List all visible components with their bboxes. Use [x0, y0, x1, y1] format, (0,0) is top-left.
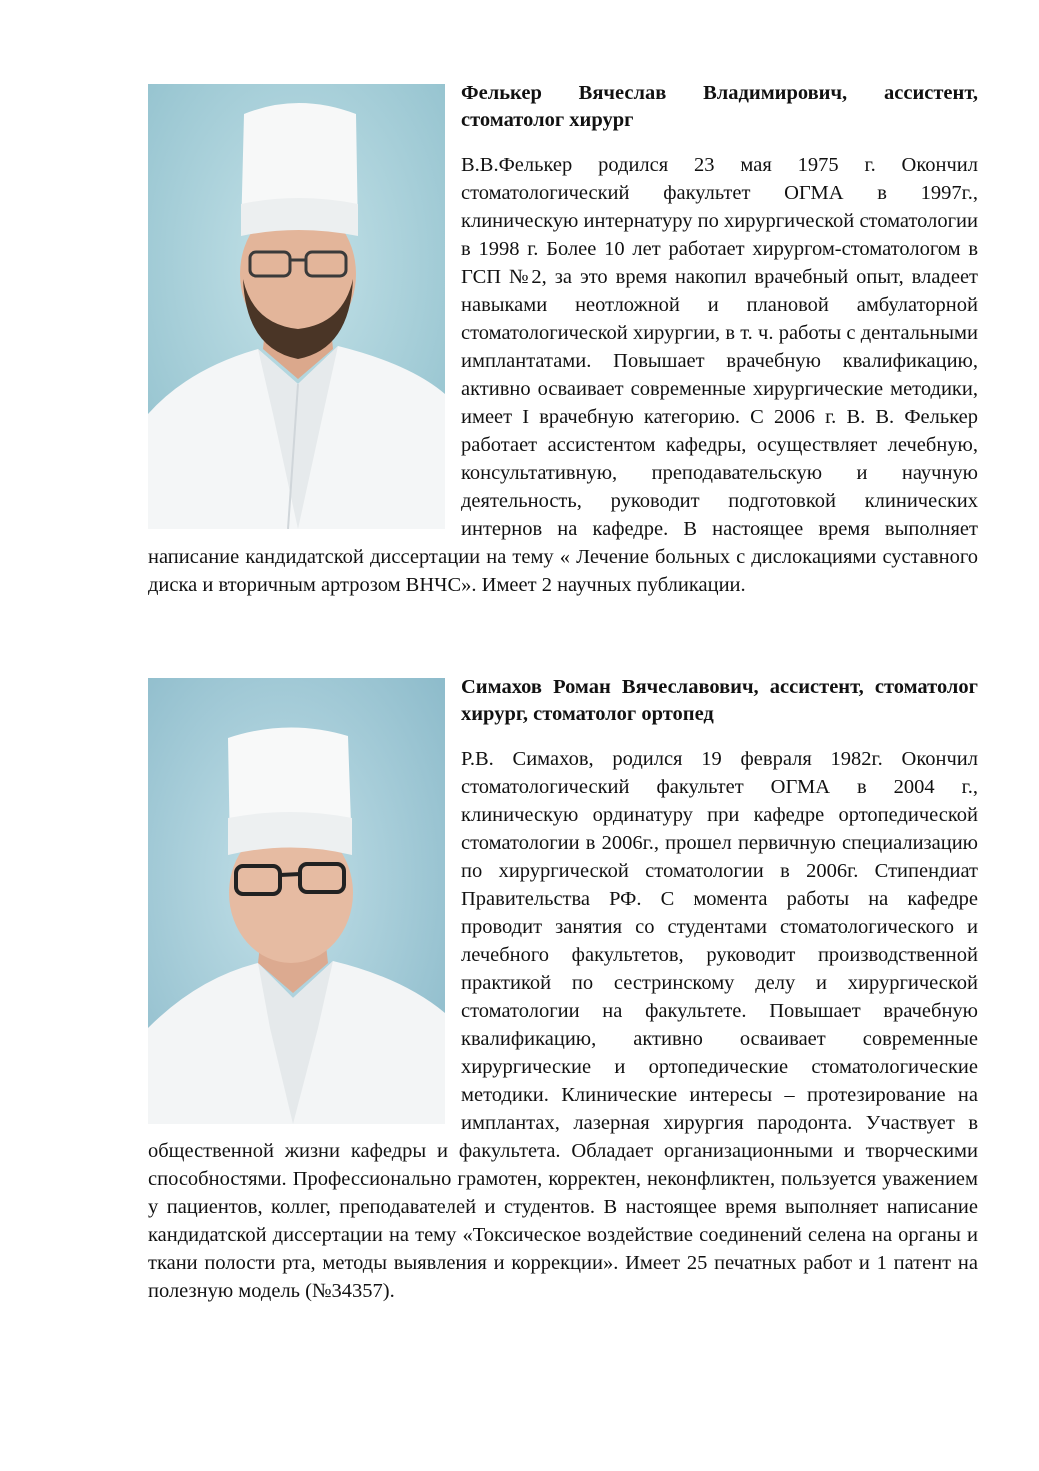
profile-simakhov	[148, 674, 978, 1305]
photo-felker	[148, 84, 445, 529]
profile-bio: В.В.Фелькер родился 23 мая 1975 г. Окончил стоматологический факультет ОГМА в 1997г., клиническую интернатуру по хирургической стоматологии в 1998 г. Более 10 лет работает хирургом-стоматологом в ГСП №2, за это время накопил врачебный опыт, владеет навыками неотложной и плановой амбулаторной стоматологической хирургии, в т. ч. работы с дентальными имплантатами. Повышает врачебную квалификацию, активно осваивает современные хирургические методики, имеет I врачебную категорию. С 2006 г. В. В. Фелькер работает ассистентом кафедры, осуществляет лечебную, консультативную, преподавательскую и научную деятельность, руководит подготовкой клинических интернов на кафедре. В настоящее время выполняет написание кандидатской диссертации на тему « Лечение больных с дислокациями суставного диска и вторичным артрозом ВНЧС». Имеет 2 научных публикации.	[148, 154, 978, 596]
photo-simakhov	[148, 678, 445, 1124]
profile-heading: Фелькер Вячеслав Владимирович, ассистент, стоматолог хирург	[461, 82, 978, 131]
portrait-image	[148, 84, 445, 529]
profile-felker	[148, 80, 978, 599]
profile-bio: Р.В. Симахов, родился 19 февраля 1982г. Окончил стоматологический факультет ОГМА в 2004 г., клиническую ординатуру при кафедре ортопедической стоматологии в 2006г., прошел первичную специализацию по хирургической стоматологии в 2006г. Стипендиат Правительства РФ. С момента работы на кафедре проводит занятия со студентами стоматологического и лечебного факультетов, руководит производственной практикой по сестринскому делу и хирургической стоматологии на факультете. Повышает врачебную квалификацию, активно осваивает современные хирургические и ортопедические стоматологические методики. Клинические интересы – протезирование на имплантах, лазерная хирургия пародонта. Участвует в общественной жизни кафедры и факультета. Обладает организационными и творческими способностями. Профессионально грамотен, корректен, неконфликтен, пользуется уважением у пациентов, коллег, преподавателей и студентов. В настоящее время выполняет написание кандидатской диссертации на тему «Токсическое воздействие соединений селена на органы и ткани полости рта, методы выявления и коррекции». Имеет 25 печатных работ и 1 патент на полезную модель (№34357).	[148, 748, 978, 1302]
profile-heading: Симахов Роман Вячеславович, ассистент, стоматолог хирург, стоматолог ортопед	[461, 676, 978, 725]
portrait-image	[148, 678, 445, 1124]
